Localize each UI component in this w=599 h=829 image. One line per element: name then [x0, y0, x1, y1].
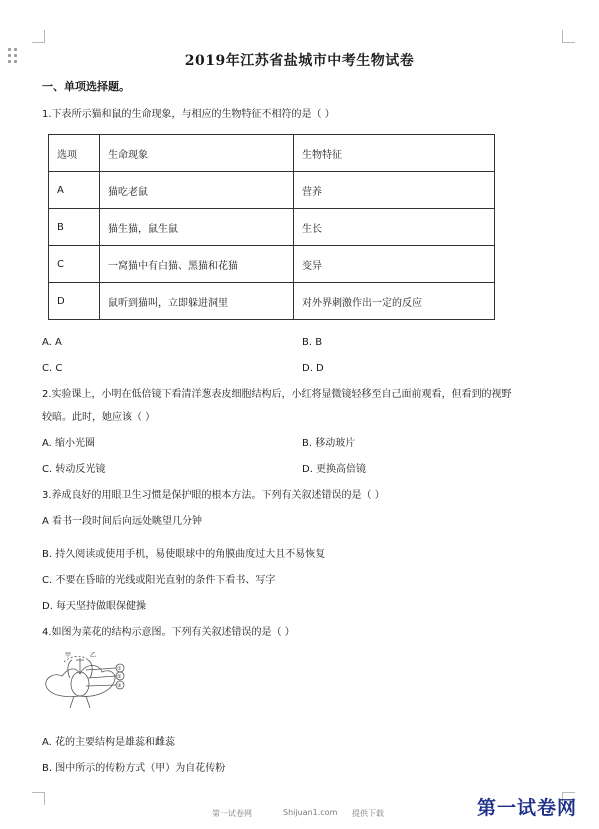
table-cell: A — [49, 172, 100, 209]
table-cell: 生长 — [294, 209, 495, 246]
footer-right: 提供下载 — [352, 809, 384, 818]
figure-label-3: ③ — [117, 683, 122, 689]
figure-label-2: ② — [117, 674, 122, 680]
question-1-table — [48, 134, 495, 320]
table-cell: 一窝猫中有白猫、黑猫和花猫 — [100, 246, 294, 283]
table-row — [49, 246, 495, 283]
footer-center: Shijuan1.com — [283, 808, 338, 817]
table-row — [49, 209, 495, 246]
question-4-stem: 4.如图为菜花的结构示意图。下列有关叙述错误的是（ ） — [42, 627, 295, 638]
flower-diagram — [40, 648, 150, 710]
footer-left: 第一试卷网 — [212, 809, 252, 818]
q2-option-b[interactable]: B. 移动玻片 — [302, 438, 356, 449]
table-cell: 对外界刺激作出一定的反应 — [294, 283, 495, 320]
crop-mark-bottom-left — [32, 792, 45, 805]
table-cell: C — [49, 246, 100, 283]
section-heading: 一、单项选择题。 — [42, 80, 130, 93]
table-cell: B — [49, 209, 100, 246]
table-cell: D — [49, 283, 100, 320]
figure-label-jia: 甲 — [65, 652, 72, 659]
figure-label-yi: 乙 — [90, 652, 97, 659]
question-2-stem: 2.实验课上，小明在低倍镜下看清洋葱表皮细胞结构后，小红将显微镜轻移至自己面前观看，但看到的视野 — [42, 389, 512, 400]
table-cell: 变异 — [294, 246, 495, 283]
brand-logo: 第一试卷网 — [476, 797, 577, 819]
q2-option-a[interactable]: A. 缩小光圈 — [42, 438, 96, 449]
table-row — [49, 283, 495, 320]
q1-option-a[interactable]: A. A — [42, 337, 62, 348]
q3-option-a[interactable]: A 看书一段时间后向远处眺望几分钟 — [42, 516, 203, 527]
crop-mark-top-right — [562, 30, 575, 43]
table-header-row — [49, 135, 495, 172]
q3-option-b[interactable]: B. 持久阅读或使用手机，易使眼球中的角膜曲度过大且不易恢复 — [42, 549, 326, 560]
page-title: 2019年江苏省盐城市中考生物试卷 — [184, 53, 415, 69]
table-cell: 猫吃老鼠 — [100, 172, 294, 209]
q1-option-d[interactable]: D. D — [302, 363, 324, 374]
q2-option-c[interactable]: C. 转动反光镜 — [42, 464, 106, 475]
table-header-cell: 生物特征 — [294, 135, 495, 172]
crop-mark-top-left — [32, 30, 45, 43]
table-header-cell: 生命现象 — [100, 135, 294, 172]
table-header-cell: 选项 — [49, 135, 100, 172]
table-cell: 猫生猫，鼠生鼠 — [100, 209, 294, 246]
table-cell: 鼠听到猫叫，立即躲进洞里 — [100, 283, 294, 320]
q1-option-c[interactable]: C. C — [42, 363, 63, 374]
q4-option-b[interactable]: B. 图中所示的传粉方式（甲）为自花传粉 — [42, 763, 226, 774]
question-2-stem-cont: 较暗。此时，她应该（ ） — [42, 412, 156, 423]
q2-option-d[interactable]: D. 更换高倍镜 — [302, 464, 367, 475]
figure-label-1: ① — [117, 666, 122, 672]
table-row — [49, 172, 495, 209]
question-1-stem: 1.下表所示猫和鼠的生命现象，与相应的生物特征不相符的是（ ） — [42, 109, 335, 120]
table-cell: 营养 — [294, 172, 495, 209]
q1-option-b[interactable]: B. B — [302, 337, 323, 348]
question-3-stem: 3.养成良好的用眼卫生习惯是保护眼的根本方法。下列有关叙述错误的是（ ） — [42, 490, 385, 501]
q4-option-a[interactable]: A. 花的主要结构是雄蕊和雌蕊 — [42, 737, 176, 748]
q3-option-c[interactable]: C. 不要在昏暗的光线或阳光直射的条件下看书、写字 — [42, 575, 276, 586]
q3-option-d[interactable]: D. 每天坚持做眼保健操 — [42, 601, 147, 612]
